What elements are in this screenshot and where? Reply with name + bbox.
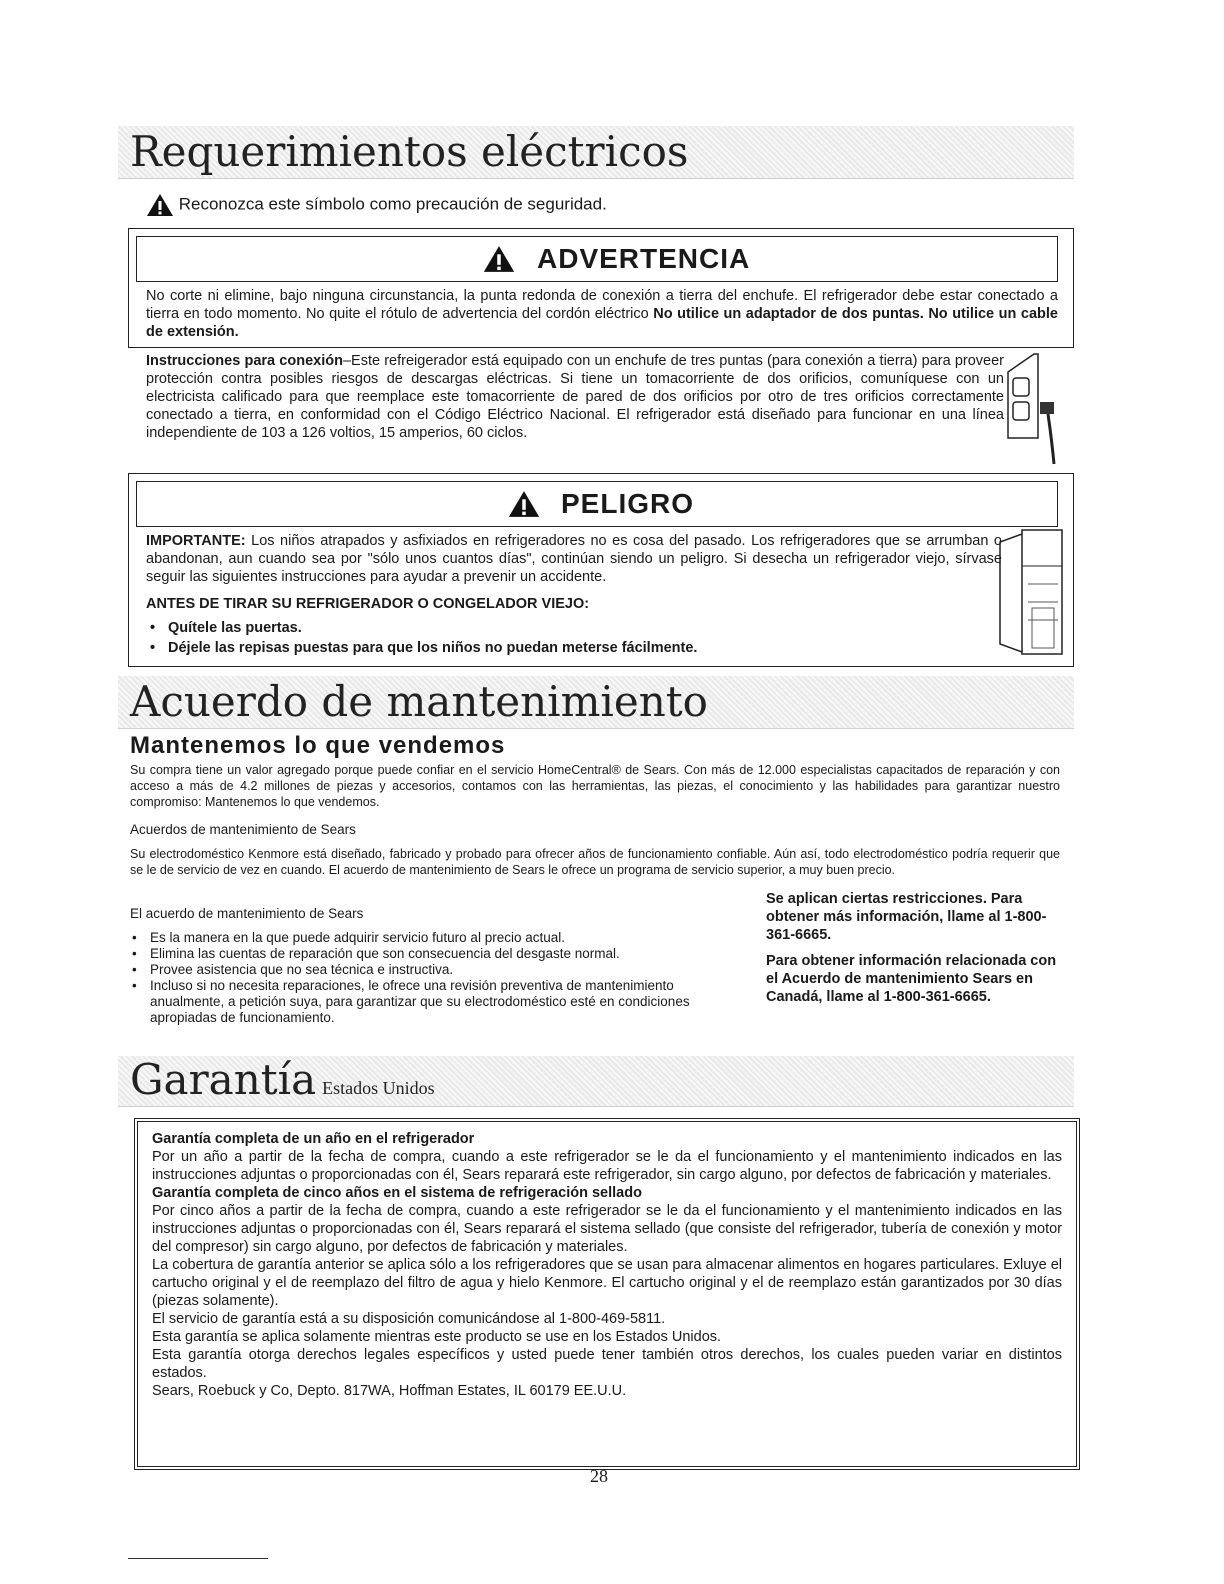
agreement-heading: El acuerdo de mantenimiento de Sears (130, 906, 364, 921)
danger-title-box (136, 481, 1058, 527)
footer-rule (128, 1558, 268, 1559)
warranty-h2: Garantía completa de cinco años en el sistema de refrigeración sellado (152, 1185, 642, 1201)
list-item: • Incluso si no necesita reparaciones, le ofrece una revisión preventiva de mantenimiento anualmente, a petición suya, para garantizar que su electrodoméstico esté en condiciones apropiadas de funcionamiento. (128, 978, 740, 1026)
list-item: • Elimina las cuentas de reparación que son consecuencia del desgaste normal. (128, 946, 740, 962)
warranty-p4: El servicio de garantía está a su disposición comunicándose al 1-800-469-5811. (152, 1311, 666, 1327)
agreements-heading: Acuerdos de mantenimiento de Sears (130, 822, 356, 837)
warranty-p6: Esta garantía otorga derechos legales específicos y usted puede tener también otros derechos, los cuales pueden variar en distintos estados. (152, 1347, 1062, 1381)
danger-text: IMPORTANTE: Los niños atrapados y asfixiados en refrigeradores no es cosa del pasado. Los refrigeradores que se arrumban o abandonan, aun cuando sea por "sólo unos cuantos días", continúan siendo un peligro. Si desecha un refrigerador viejo, sírvase seguir las siguientes instrucciones para ayudar a prevenir un accidente. (146, 533, 1002, 585)
page-number: 28 (590, 1466, 608, 1486)
before-list (146, 618, 926, 658)
warning-title: ADVERTENCIA (537, 243, 751, 274)
warranty-content (152, 1130, 1062, 1400)
plug-icon (1004, 352, 1074, 468)
warning-triangle-icon (146, 193, 174, 217)
danger-title: PELIGRO (561, 488, 695, 519)
warranty-p5: Esta garantía se aplica solamente mientras este producto se use en los Estados Unidos. (152, 1329, 722, 1345)
list-item: • Es la manera en la que puede adquirir servicio futuro al precio actual. (128, 930, 740, 946)
warranty-p7: Sears, Roebuck y Co, Depto. 817WA, Hoffman Estates, IL 60179 EE.U.U. (152, 1383, 627, 1399)
warranty-h1: Garantía completa de un año en el refrigerador (152, 1131, 475, 1147)
refrigerator-icon (992, 526, 1066, 658)
side-note-canada: Para obtener información relacionada con el Acuerdo de mantenimiento Sears en Canadá, llame al 1-800-361-6665. (766, 953, 1057, 1005)
list-item: • Provee asistencia que no sea técnica e instructiva. (128, 962, 740, 978)
warranty-p3: La cobertura de garantía anterior se aplica sólo a los refrigeradores que se usan para almacenar alimentos en hogares particulares. Exluye el cartucho original y el de reemplazo del filtro de agua y hielo Kenmore. El cartucho original y el de reemplazo están garantizados por 30 días (piezas solamente). (152, 1257, 1062, 1309)
maintenance-intro: Su compra tiene un valor agregado porque puede confiar en el servicio HomeCentral® de Sears. Con más de 12.000 especialistas capacitados de reparación y con acceso a más de 4.2 millones de piezas y accesorios, contamos con las herramientas, las piezas, el conocimiento y las habilidades para garantizar nuestro compromiso: Mantenemos lo que vendemos. (130, 763, 1060, 809)
safety-note: Reconozca este símbolo como precaución de seguridad. (146, 193, 607, 217)
connection-instructions: Instrucciones para conexión–Este refreigerador está equipado con un enchufe de tres puntas (para conexión a tierra) para proveer protección contra posibles riesgos de descargas eléctricas. Si tiene un tomacorriente de dos orificios, comuníquese con un electricista calificado para que reemplace este tomacorriente de pared de dos orificios por otro de tres orificios correctamente conectado a tierra, en conformidad con el Código Eléctrico Nacional. El refrigerador está diseñado para funcionar en una línea independiente de 103 a 126 voltios, 15 amperios, 60 ciclos. (146, 353, 1004, 441)
before-heading: ANTES DE TIRAR SU REFRIGERADOR O CONGELADOR VIEJO: (146, 596, 590, 612)
warranty-p1: Por un año a partir de la fecha de compra, cuando a este refrigerador se le da el funcionamiento y el mantenimiento indicados en las instrucciones adjuntas o proporcionadas con él, Sears reparará este refrigerador, sin cargo alguno, por defectos de fabricación y materiales. (152, 1149, 1062, 1183)
warranty-banner (118, 1056, 1074, 1107)
agreement-list (128, 930, 740, 1026)
maintenance-banner (118, 676, 1074, 729)
list-item: • Déjele las repisas puestas para que los niños no puedan meterse fácilmente. (146, 638, 926, 658)
warranty-title: Garantía Estados Unidos (130, 1055, 435, 1104)
electrical-title: Requerimientos eléctricos (130, 127, 689, 176)
list-item: • Quítele las puertas. (146, 618, 926, 638)
warning-triangle-icon (482, 245, 516, 273)
warning-text: No corte ni elimine, bajo ninguna circunstancia, la punta redonda de conexión a tierra del enchufe. El refrigerador debe estar conectado a tierra en todo momento. No quite el rótulo de advertencia del cordón eléctrico No utilice un adaptador de dos puntas. No utilice un cable de extensión. (146, 288, 1058, 340)
warning-triangle-icon (507, 490, 541, 518)
maintenance-subtitle: Mantenemos lo que vendemos (130, 732, 506, 759)
agreements-text: Su electrodoméstico Kenmore está diseñado, fabricado y probado para ofrecer años de funcionamiento confiable. Aún así, todo electrodoméstico podría requerir que se le de servicio de vez en cuando. El acuerdo de mantenimiento de Sears le ofrece un programa de servicio superior, a muy buen precio. (130, 847, 1060, 877)
side-note-restrictions: Se aplican ciertas restricciones. Para obtener más información, llame al 1-800-361-6665. (766, 891, 1047, 943)
warning-title-box (136, 236, 1058, 282)
warranty-p2: Por cinco años a partir de la fecha de compra, cuando a este refrigerador se le da el funcionamiento y el mantenimiento indicados en las instrucciones adjuntas o proporcionadas con él, Sears reparará el sistema sellado (que consiste del refrigerador, tubería de conexión y motor del compresor) sin cargo alguno, por defectos de fabricación y materiales. (152, 1203, 1062, 1255)
maintenance-title: Acuerdo de mantenimiento (130, 677, 708, 726)
electrical-banner (118, 126, 1074, 179)
